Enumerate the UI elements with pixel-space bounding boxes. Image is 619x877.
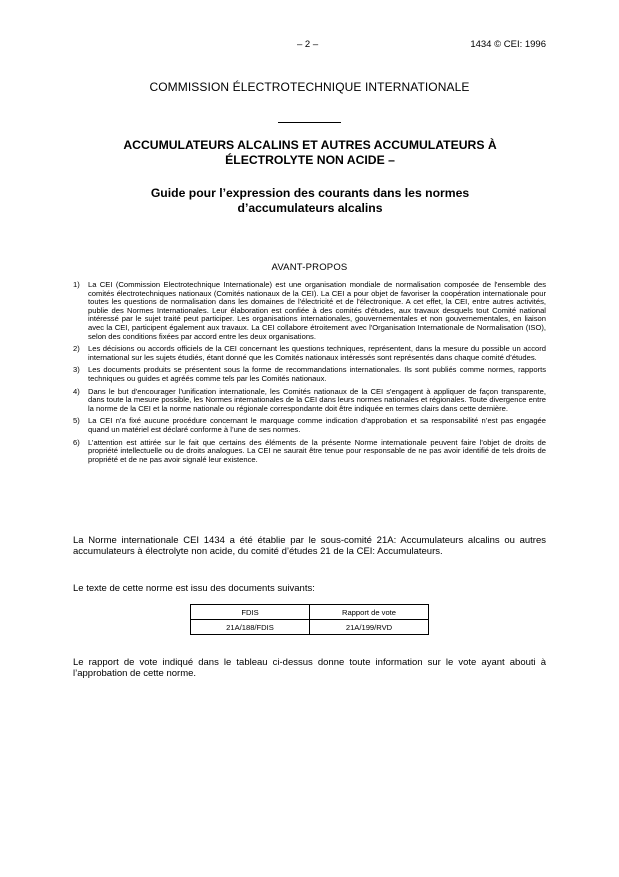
foreword-note: [73, 388, 546, 414]
subtitle-line-2: d’accumulateurs alcalins: [237, 201, 383, 215]
foreword-note: [73, 281, 546, 341]
foreword-heading: AVANT-PROPOS: [271, 262, 348, 273]
foreword-note: [73, 417, 546, 434]
note-number: 6): [73, 437, 80, 447]
note-text: La CEI n’a fixé aucune procédure concernant le marquage comme indication d’approbation et sa responsabilité n’est pas engagée quand un matériel est déclaré conforme à l’une de ses normes.: [88, 416, 546, 434]
foreword-note: [73, 345, 546, 362]
page-number: – 2 –: [297, 39, 319, 50]
voting-table: [190, 604, 429, 635]
note-number: 1): [73, 280, 80, 289]
title-line-1: ACCUMULATEURS ALCALINS ET AUTRES ACCUMULATEURS À: [123, 138, 497, 152]
note-text: Les documents produits se présentent sous la forme de recommandations internationales. Ils sont publiés comme normes, rapports techniques ou guides et agréés comme tels par les Comités nationaux.: [88, 365, 546, 383]
foreword-note: [73, 439, 546, 465]
note-text: Les décisions ou accords officiels de la CEI concernant les questions techniques, représentent, dans la mesure du possible un accord international sur les sujets étudiés, étant donné que les Comités nationaux intéressés sont représentés dans chaque comité d’études.: [88, 344, 546, 362]
title-line-2: ÉLECTROLYTE NON ACIDE –: [225, 153, 395, 167]
voting-report-paragraph: Le rapport de vote indiqué dans le tableau ci-dessus donne toute information sur le vote ayant abouti à l’approbation de cette norme.: [73, 657, 546, 679]
note-number: 2): [73, 344, 80, 354]
document-title: [80, 138, 540, 168]
foreword-note: [73, 366, 546, 383]
table-cell-fdis: 21A/188/FDIS: [191, 620, 310, 635]
note-number: 3): [73, 365, 80, 375]
document-subtitle: [80, 186, 540, 216]
table-row: [191, 620, 429, 635]
document-reference: 1434 © CEI: 1996: [470, 39, 546, 50]
preparation-paragraph: La Norme internationale CEI 1434 a été établie par le sous-comité 21A: Accumulateurs alcalins ou autres accumulateurs à électrolyte non acide, du comité d’études 21 de la CEI: Accumulateurs.: [73, 535, 546, 557]
note-number: 5): [73, 416, 80, 426]
table-cell-voting-report: 21A/199/RVD: [310, 620, 429, 635]
documents-intro-paragraph: Le texte de cette norme est issu des documents suivants:: [73, 583, 315, 594]
note-text: La CEI (Commission Electrotechnique Internationale) est une organisation mondiale de normalisation composée de l'ensemble des comités électrotechniques nationaux (Comités nationaux de la CEI). La CEI a pour objet de favoriser la coopération internationale pour toutes les questions de normalisation dans les domaines de l'électricité et de l'électronique. A cet effet, la CEI, entre autres activités, publie des Normes Internationales. Leur élaboration est confiée à des comités d'études, aux travaux desquels tout Comité national intéressé par le sujet traité peut participer. Les organisations internationales, gouvernementales et non gouvernementales, en liaison avec la CEI, participent également aux travaux. La CEI collabore étroitement avec l'Organisation Internationale de Normalisation (ISO), selon des conditions fixées par accord entre les deux organisations.: [88, 280, 546, 341]
foreword-notes-list: [73, 281, 546, 468]
note-text: Dans le but d'encourager l'unification internationale, les Comités nationaux de la CEI s'engagent à appliquer de façon transparente, dans toute la mesure possible, les Normes internationales de la CEI dans leurs normes nationales et régionales. Toute divergence entre la norme de la CEI et la norme nationale ou régionale correspondante doit être indiquée en termes clairs dans cette dernière.: [88, 386, 546, 413]
title-divider: [278, 122, 341, 123]
note-text: L’attention est attirée sur le fait que certains des éléments de la présente Norme internationale peuvent faire l’objet de droits de propriété intellectuelle ou de droits analogues. La CEI ne saurait être tenue pour responsable de ne pas avoir identifié de tels droits de propriété et de ne pas avoir signalé leur existence.: [88, 437, 546, 464]
subtitle-line-1: Guide pour l’expression des courants dans les normes: [150, 186, 470, 200]
table-header-fdis: FDIS: [191, 605, 310, 620]
note-number: 4): [73, 386, 80, 396]
table-header-voting-report: Rapport de vote: [310, 605, 429, 620]
organization-name: COMMISSION ÉLECTROTECHNIQUE INTERNATIONALE: [149, 80, 470, 94]
table-header-row: [191, 605, 429, 620]
